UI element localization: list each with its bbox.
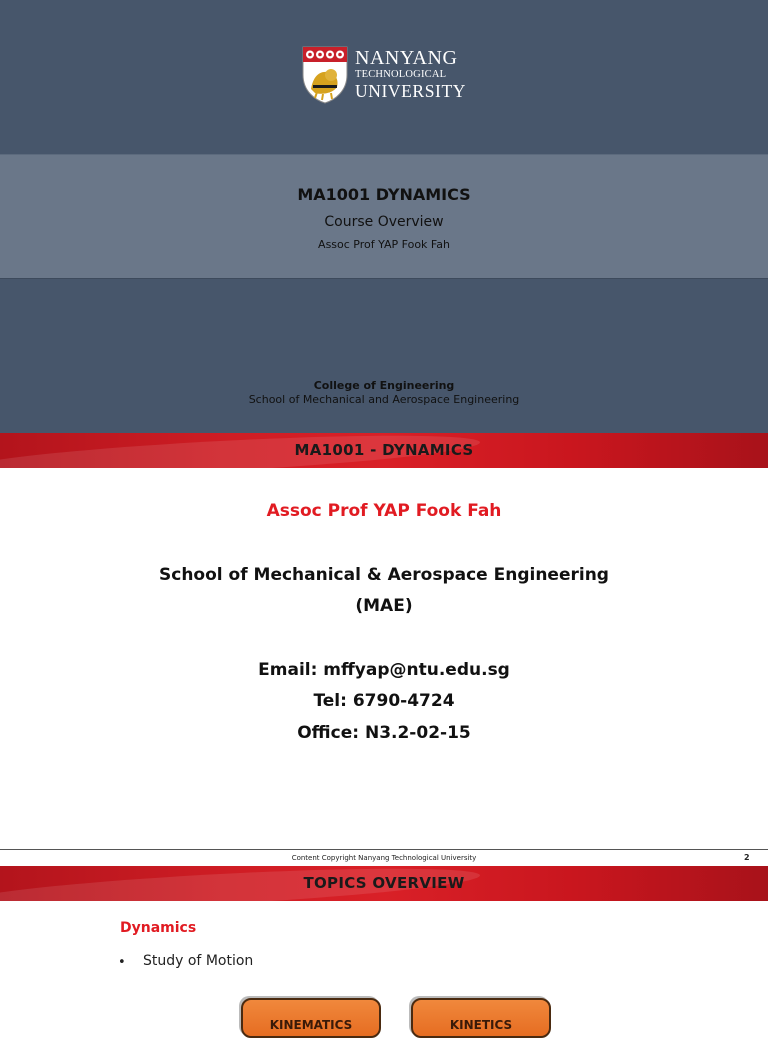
title-slide-footer	[0, 279, 768, 433]
ntu-wordmark	[355, 47, 466, 101]
slide2-title-bar	[0, 433, 768, 468]
logo-line-3: UNIVERSITY	[355, 81, 466, 101]
course-lecturer: Assoc Prof YAP Fook Fah	[318, 238, 450, 251]
slide3-title: TOPICS OVERVIEW	[303, 874, 465, 892]
ntu-crest-icon	[301, 45, 349, 105]
page-number: 2	[744, 853, 750, 862]
school-full-name: School of Mechanical & Aerospace Engineering	[159, 565, 609, 585]
contact-tel: Tel: 6790-4724	[313, 691, 455, 711]
kinetics-box	[411, 998, 551, 1038]
school-name: School of Mechanical and Aerospace Engineering	[248, 393, 520, 406]
copyright-footer: Content Copyright Nanyang Technological University	[291, 854, 477, 862]
course-code: MA1001 DYNAMICS	[297, 185, 471, 204]
college-name: College of Engineering	[313, 379, 455, 392]
footer-divider	[0, 849, 768, 850]
kinematics-label: KINEMATICS	[269, 1018, 353, 1032]
school-abbreviation: (MAE)	[355, 596, 413, 616]
bullet-marker: •	[118, 955, 126, 970]
contact-office: Office: N3.2-02-15	[297, 723, 471, 743]
slide2-title: MA1001 - DYNAMICS	[294, 441, 474, 459]
ntu-logo	[301, 45, 471, 107]
kinematics-box	[241, 998, 381, 1038]
course-subtitle: Course Overview	[324, 214, 444, 230]
contact-email: Email: mffyap@ntu.edu.sg	[258, 660, 510, 680]
slide3-title-bar	[0, 866, 768, 901]
topic-heading: Dynamics	[120, 920, 197, 936]
logo-line-2: TECHNOLOGICAL	[355, 69, 447, 80]
lecturer-name: Assoc Prof YAP Fook Fah	[266, 501, 502, 521]
title-slide-header	[0, 0, 768, 154]
course-title-band	[0, 154, 768, 279]
bullet-item: Study of Motion	[143, 953, 254, 969]
logo-line-1: NANYANG	[355, 47, 458, 69]
kinetics-label: KINETICS	[449, 1018, 513, 1032]
